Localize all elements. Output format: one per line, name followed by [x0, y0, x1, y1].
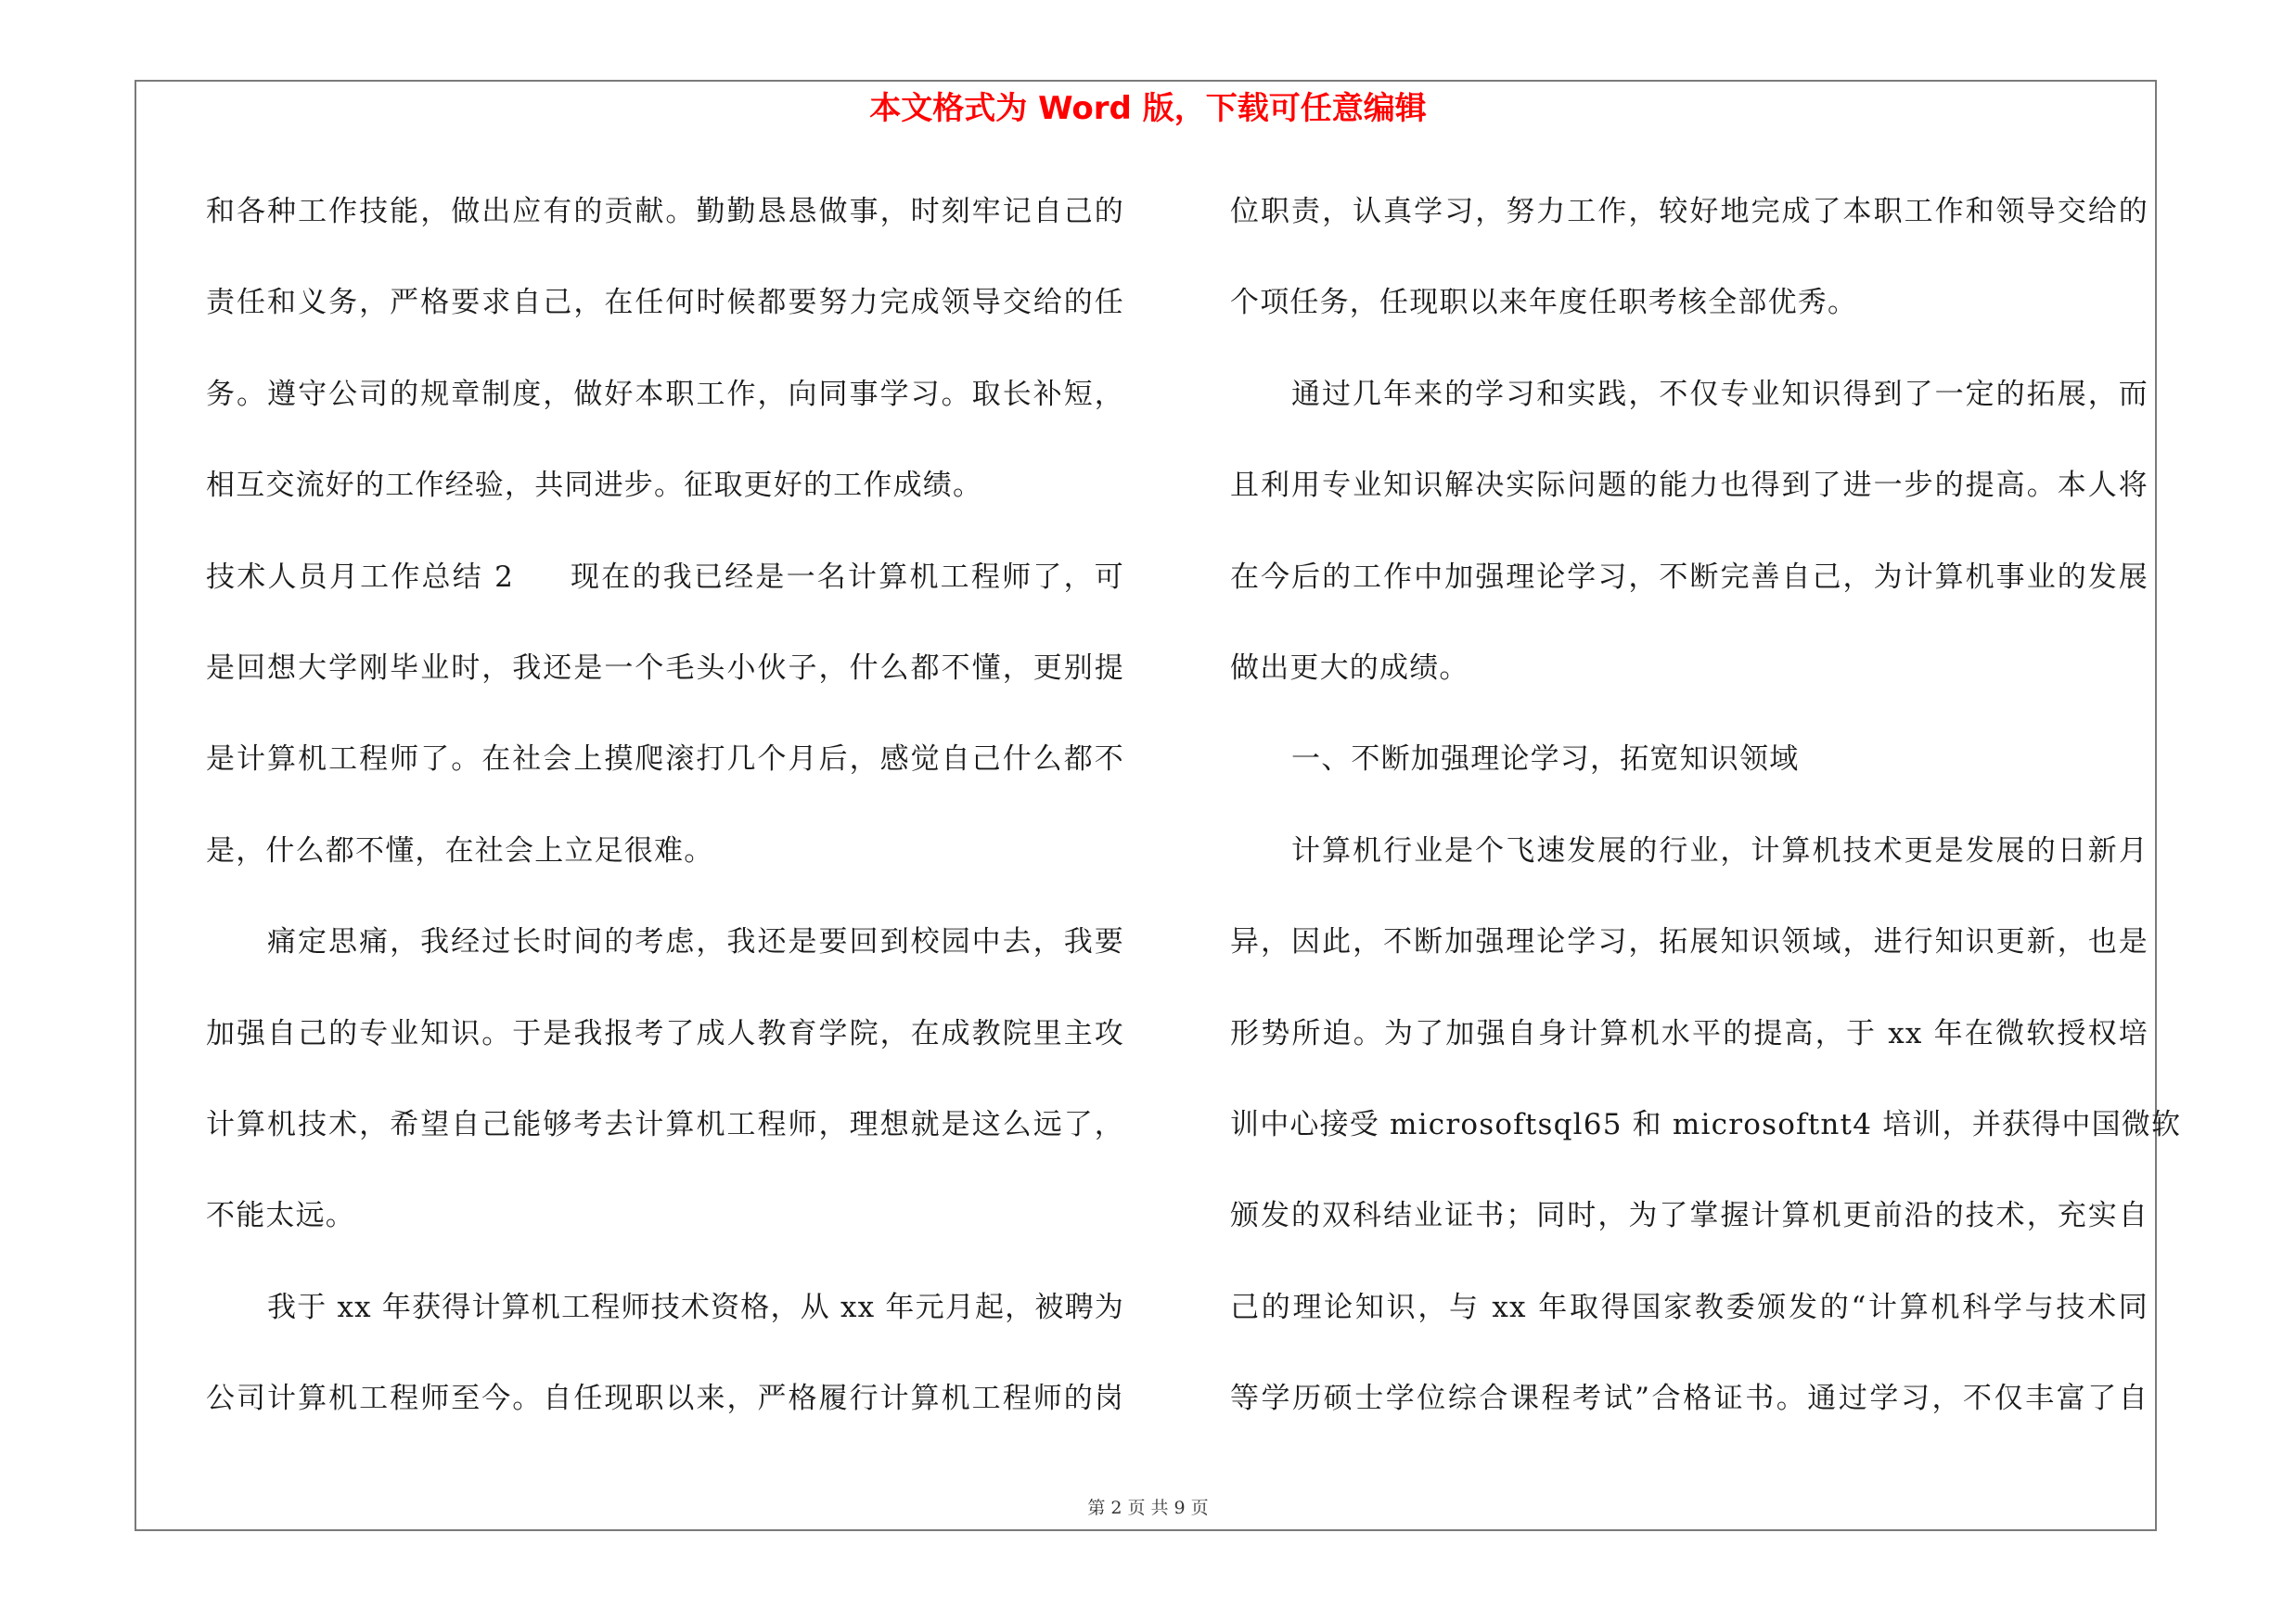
text-line: 通过几年来的学习和实践，不仅专业知识得到了一定的拓展，而 — [1291, 377, 2148, 411]
text-line: 且利用专业知识解决实际问题的能力也得到了进一步的提高。本人将 — [1230, 469, 2148, 503]
text-line: 务。遵守公司的规章制度，做好本职工作，向同事学习。取长补短， — [206, 377, 1124, 411]
text-line: 是计算机工程师了。在社会上摸爬滚打几个月后，感觉自己什么都不 — [206, 742, 1124, 777]
text-line: 是，什么都不懂，在社会上立足很难。 — [206, 833, 714, 868]
text-line: 训中心接受 microsoftsql65 和 microsoftnt4 培训，并获得中国微软 — [1230, 1107, 2182, 1141]
text-line: 痛定思痛，我经过长时间的考虑，我还是要回到校园中去，我要 — [267, 925, 1124, 960]
text-line: 做出更大的成绩。 — [1230, 650, 1469, 685]
section-heading: 技术人员月工作总结 2 — [206, 560, 514, 594]
text-line: 计算机行业是个飞速发展的行业，计算机技术更是发展的日新月 — [1291, 833, 2148, 868]
text-line: 公司计算机工程师至今。自任现职以来，严格履行计算机工程师的岗 — [206, 1382, 1124, 1416]
word-format-banner: 本文格式为 Word 版，下载可任意编辑 — [869, 90, 1427, 127]
text-line: 在今后的工作中加强理论学习，不断完善自己，为计算机事业的发展 — [1230, 560, 2148, 594]
text-line: 责任和义务，严格要求自己，在任何时候都要努力完成领导交给的任 — [206, 286, 1124, 320]
right-text-column — [1230, 184, 2182, 1462]
left-text-column — [206, 184, 1124, 1462]
text-line: 相互交流好的工作经验，共同进步。征取更好的工作成绩。 — [206, 469, 983, 503]
text-line: 己的理论知识，与 xx 年取得国家教委颁发的“计算机科学与技术同 — [1230, 1290, 2148, 1324]
text-line: 位职责，认真学习，努力工作，较好地完成了本职工作和领导交给的 — [1230, 195, 2148, 228]
text-line: 异，因此，不断加强理论学习，拓展知识领域，进行知识更新，也是 — [1230, 925, 2148, 960]
page-number-footer: 第 2 页 共 9 页 — [1087, 1498, 1209, 1518]
text-line: 形势所迫。为了加强自身计算机水平的提高，于 xx 年在微软授权培 — [1230, 1016, 2148, 1050]
text-line: 不能太远。 — [206, 1199, 355, 1233]
text-line: 和各种工作技能，做出应有的贡献。勤勤恳恳做事，时刻牢记自己的 — [206, 195, 1124, 228]
text-line: 是回想大学刚毕业时，我还是一个毛头小伙子，什么都不懂，更别提 — [206, 650, 1124, 685]
text-line: 个项任务，任现职以来年度任职考核全部优秀。 — [1230, 286, 1858, 320]
text-line: 颁发的双科结业证书；同时，为了掌握计算机更前沿的技术，充实自 — [1230, 1199, 2148, 1233]
text-line: 计算机技术，希望自己能够考去计算机工程师，理想就是这么远了， — [206, 1107, 1124, 1141]
section-heading-line — [206, 549, 1124, 640]
text-line: 加强自己的专业知识。于是我报考了成人教育学院，在成教院里主攻 — [206, 1016, 1124, 1050]
paragraph-start: 现在的我已经是一名计算机工程师了，可 — [570, 560, 1124, 594]
text-line: 我于 xx 年获得计算机工程师技术资格，从 xx 年元月起，被聘为 — [267, 1290, 1124, 1324]
text-line: 等学历硕士学位综合课程考试”合格证书。通过学习，不仅丰富了自 — [1230, 1382, 2148, 1416]
section-heading: 一、不断加强理论学习，拓宽知识领域 — [1291, 742, 1800, 777]
